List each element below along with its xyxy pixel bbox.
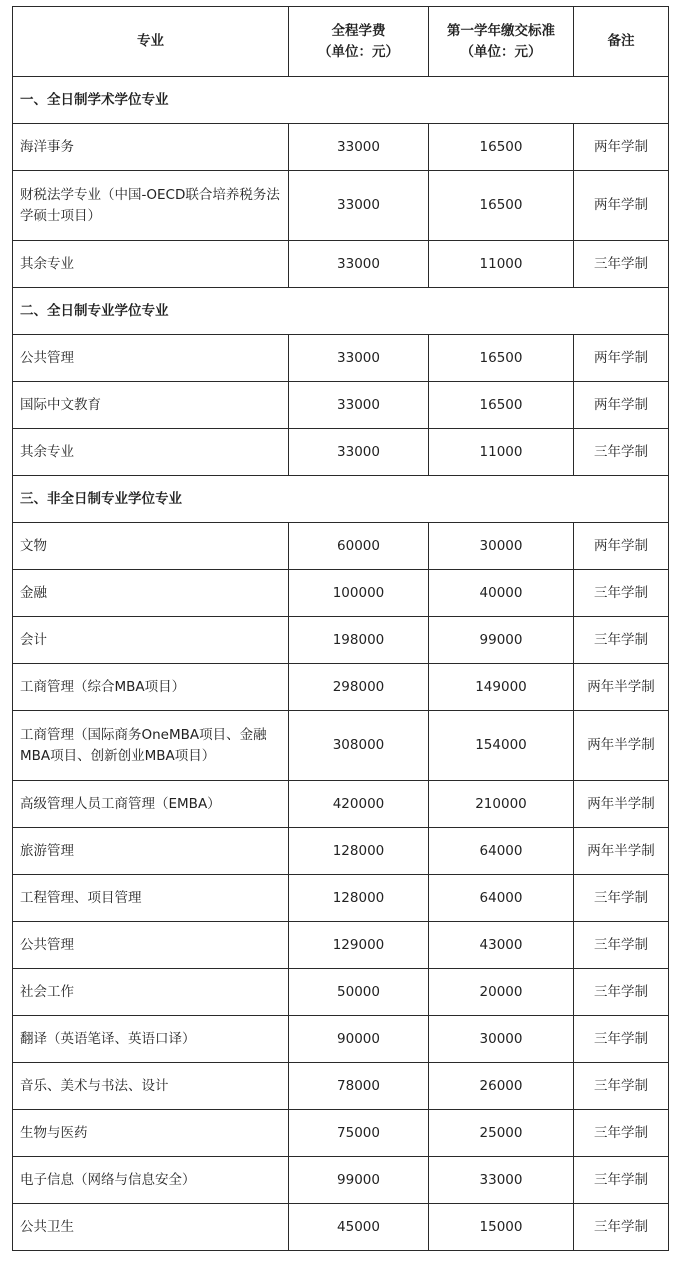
table-row	[13, 335, 669, 382]
major-cell: 公共卫生	[13, 1204, 289, 1251]
table-row	[13, 875, 669, 922]
section-title: 二、全日制专业学位专业	[13, 288, 669, 335]
first-year-fee-cell: 64000	[429, 828, 574, 875]
first-year-fee-cell: 16500	[429, 382, 574, 429]
total-fee-cell: 90000	[289, 1016, 429, 1063]
total-fee-cell: 99000	[289, 1157, 429, 1204]
major-cell: 财税法学专业（中国-OECD联合培养税务法学硕士项目）	[13, 171, 289, 241]
fee-table	[12, 6, 669, 1251]
major-cell: 海洋事务	[13, 124, 289, 171]
header-first-year	[429, 7, 574, 77]
table-row	[13, 969, 669, 1016]
header-first-year-label: 第一学年缴交标准	[447, 22, 555, 39]
table-row	[13, 1110, 669, 1157]
first-year-fee-cell: 11000	[429, 429, 574, 476]
remark-cell: 两年学制	[574, 171, 669, 241]
fee-table-body	[13, 7, 669, 1251]
first-year-fee-cell: 30000	[429, 1016, 574, 1063]
first-year-fee-cell: 154000	[429, 711, 574, 781]
total-fee-cell: 128000	[289, 828, 429, 875]
total-fee-cell: 420000	[289, 781, 429, 828]
first-year-fee-cell: 11000	[429, 241, 574, 288]
first-year-fee-cell: 43000	[429, 922, 574, 969]
total-fee-cell: 60000	[289, 523, 429, 570]
first-year-fee-cell: 99000	[429, 617, 574, 664]
remark-cell: 三年学制	[574, 875, 669, 922]
remark-cell: 三年学制	[574, 570, 669, 617]
remark-cell: 三年学制	[574, 1110, 669, 1157]
major-cell: 金融	[13, 570, 289, 617]
major-cell: 工商管理（综合MBA项目）	[13, 664, 289, 711]
total-fee-cell: 129000	[289, 922, 429, 969]
major-cell: 公共管理	[13, 335, 289, 382]
first-year-fee-cell: 16500	[429, 335, 574, 382]
first-year-fee-cell: 16500	[429, 171, 574, 241]
remark-cell: 两年半学制	[574, 828, 669, 875]
remark-cell: 三年学制	[574, 241, 669, 288]
table-row	[13, 664, 669, 711]
section-title: 一、全日制学术学位专业	[13, 77, 669, 124]
major-cell: 国际中文教育	[13, 382, 289, 429]
remark-cell: 两年半学制	[574, 711, 669, 781]
remark-cell: 两年半学制	[574, 781, 669, 828]
total-fee-cell: 78000	[289, 1063, 429, 1110]
major-cell: 工商管理（国际商务OneMBA项目、金融MBA项目、创新创业MBA项目）	[13, 711, 289, 781]
major-cell: 翻译（英语笔译、英语口译）	[13, 1016, 289, 1063]
total-fee-cell: 50000	[289, 969, 429, 1016]
total-fee-cell: 33000	[289, 171, 429, 241]
remark-cell: 三年学制	[574, 969, 669, 1016]
table-row	[13, 570, 669, 617]
major-cell: 音乐、美术与书法、设计	[13, 1063, 289, 1110]
major-cell: 其余专业	[13, 429, 289, 476]
remark-cell: 三年学制	[574, 1063, 669, 1110]
remark-cell: 三年学制	[574, 922, 669, 969]
table-row	[13, 382, 669, 429]
first-year-fee-cell: 149000	[429, 664, 574, 711]
table-header-row	[13, 7, 669, 77]
first-year-fee-cell: 40000	[429, 570, 574, 617]
section-title: 三、非全日制专业学位专业	[13, 476, 669, 523]
table-row	[13, 617, 669, 664]
remark-cell: 三年学制	[574, 1204, 669, 1251]
total-fee-cell: 75000	[289, 1110, 429, 1157]
remark-cell: 两年学制	[574, 382, 669, 429]
section-row	[13, 476, 669, 523]
first-year-fee-cell: 64000	[429, 875, 574, 922]
total-fee-cell: 33000	[289, 382, 429, 429]
total-fee-cell: 33000	[289, 124, 429, 171]
major-cell: 工程管理、项目管理	[13, 875, 289, 922]
table-row	[13, 171, 669, 241]
first-year-fee-cell: 25000	[429, 1110, 574, 1157]
total-fee-cell: 33000	[289, 335, 429, 382]
total-fee-cell: 45000	[289, 1204, 429, 1251]
header-total-fee-label: 全程学费	[331, 22, 386, 39]
section-row	[13, 288, 669, 335]
total-fee-cell: 33000	[289, 429, 429, 476]
table-row	[13, 828, 669, 875]
header-major: 专业	[13, 7, 289, 77]
total-fee-cell: 308000	[289, 711, 429, 781]
remark-cell: 三年学制	[574, 429, 669, 476]
remark-cell: 两年学制	[574, 523, 669, 570]
remark-cell: 三年学制	[574, 1157, 669, 1204]
header-remark: 备注	[574, 7, 669, 77]
remark-cell: 两年学制	[574, 124, 669, 171]
major-cell: 电子信息（网络与信息安全）	[13, 1157, 289, 1204]
total-fee-cell: 198000	[289, 617, 429, 664]
section-row	[13, 77, 669, 124]
total-fee-cell: 100000	[289, 570, 429, 617]
major-cell: 社会工作	[13, 969, 289, 1016]
table-row	[13, 711, 669, 781]
table-row	[13, 1016, 669, 1063]
first-year-fee-cell: 16500	[429, 124, 574, 171]
major-cell: 其余专业	[13, 241, 289, 288]
table-row	[13, 781, 669, 828]
table-row	[13, 124, 669, 171]
remark-cell: 三年学制	[574, 1016, 669, 1063]
table-row	[13, 429, 669, 476]
remark-cell: 两年半学制	[574, 664, 669, 711]
first-year-fee-cell: 33000	[429, 1157, 574, 1204]
header-total-fee	[289, 7, 429, 77]
first-year-fee-cell: 210000	[429, 781, 574, 828]
major-cell: 生物与医药	[13, 1110, 289, 1157]
total-fee-cell: 128000	[289, 875, 429, 922]
first-year-fee-cell: 26000	[429, 1063, 574, 1110]
first-year-fee-cell: 20000	[429, 969, 574, 1016]
total-fee-cell: 298000	[289, 664, 429, 711]
table-row	[13, 241, 669, 288]
table-row	[13, 1157, 669, 1204]
total-fee-cell: 33000	[289, 241, 429, 288]
major-cell: 高级管理人员工商管理（EMBA）	[13, 781, 289, 828]
major-cell: 文物	[13, 523, 289, 570]
table-row	[13, 523, 669, 570]
major-cell: 旅游管理	[13, 828, 289, 875]
major-cell: 会计	[13, 617, 289, 664]
table-row	[13, 922, 669, 969]
remark-cell: 三年学制	[574, 617, 669, 664]
first-year-fee-cell: 30000	[429, 523, 574, 570]
major-cell: 公共管理	[13, 922, 289, 969]
table-row	[13, 1063, 669, 1110]
table-row	[13, 1204, 669, 1251]
first-year-fee-cell: 15000	[429, 1204, 574, 1251]
header-total-fee-unit: （单位：元）	[318, 43, 399, 60]
header-first-year-unit: （单位：元）	[460, 43, 542, 60]
remark-cell: 两年学制	[574, 335, 669, 382]
